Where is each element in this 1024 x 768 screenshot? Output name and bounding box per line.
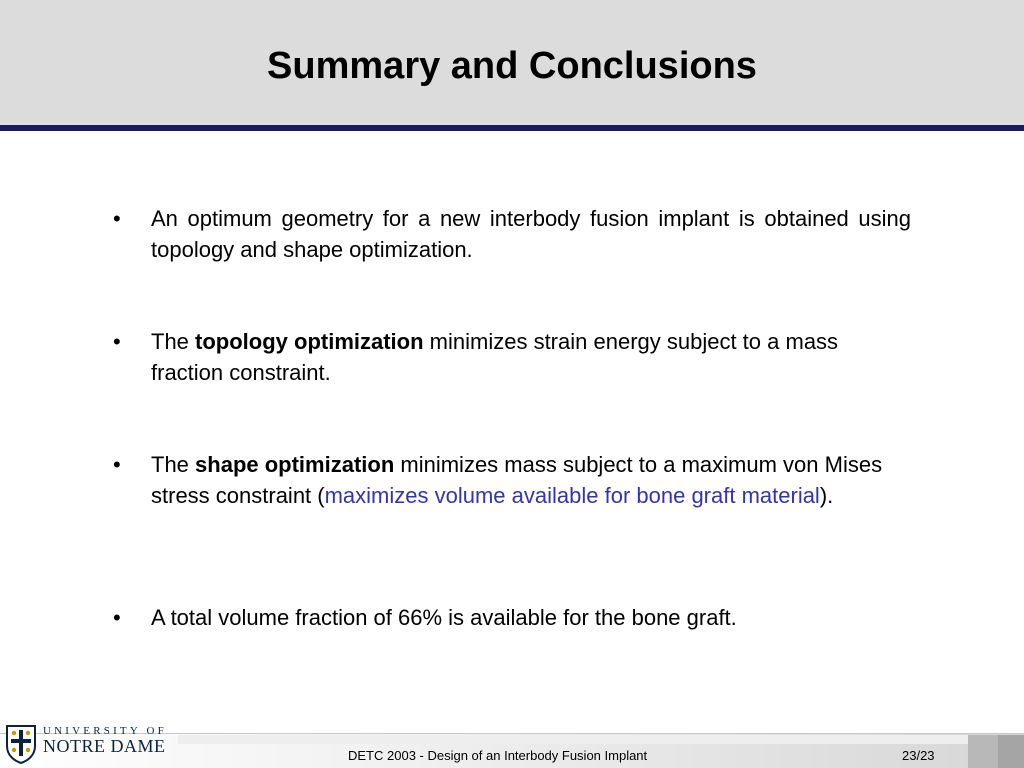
bullet-prefix: The <box>151 452 196 477</box>
bullet-highlight: maximizes volume available for bone graft material <box>324 483 820 508</box>
shield-icon <box>5 724 37 764</box>
footer-text: DETC 2003 - Design of an Interbody Fusion Implant <box>348 748 648 763</box>
bullet-item-4 <box>113 602 911 633</box>
bullet-text: A total volume fraction of 66% is available for the bone graft. <box>151 605 737 630</box>
bullet-suffix: minimizes strain energy subject to a mass fraction constraint. <box>151 329 839 385</box>
corner-block <box>968 735 998 768</box>
page-number: 23/23 <box>902 748 935 763</box>
footer-corner-blocks <box>968 735 1024 768</box>
bullet-marker: • <box>113 452 121 477</box>
bullet-item-3 <box>113 449 911 511</box>
logo-line-notre-dame: NOTRE DAME <box>43 736 166 756</box>
bullet-text <box>151 449 911 511</box>
bullet-marker: • <box>113 206 121 231</box>
bullet-mid: minimizes mass subject to a maximum von Mises stress constraint ( <box>151 452 883 508</box>
bullet-bold-term: topology optimization <box>195 329 424 354</box>
university-logo <box>3 724 183 768</box>
corner-block <box>998 735 1024 768</box>
logo-line-university: UNIVERSITY OF <box>43 725 167 737</box>
bullet-text <box>151 326 911 388</box>
footer-strip <box>178 735 968 744</box>
bullet-prefix: The <box>151 329 196 354</box>
bullet-marker: • <box>113 329 121 354</box>
bullet-item-1 <box>113 203 911 265</box>
bullet-bold-term: shape optimization <box>195 452 395 477</box>
bullet-suffix: ). <box>819 483 834 508</box>
bullet-item-2 <box>113 326 911 388</box>
slide-title: Summary and Conclusions <box>267 45 757 87</box>
bullet-marker: • <box>113 605 121 630</box>
bullet-text: An optimum geometry for a new interbody fusion implant is obtained using topology and shape optimization. <box>151 206 911 262</box>
